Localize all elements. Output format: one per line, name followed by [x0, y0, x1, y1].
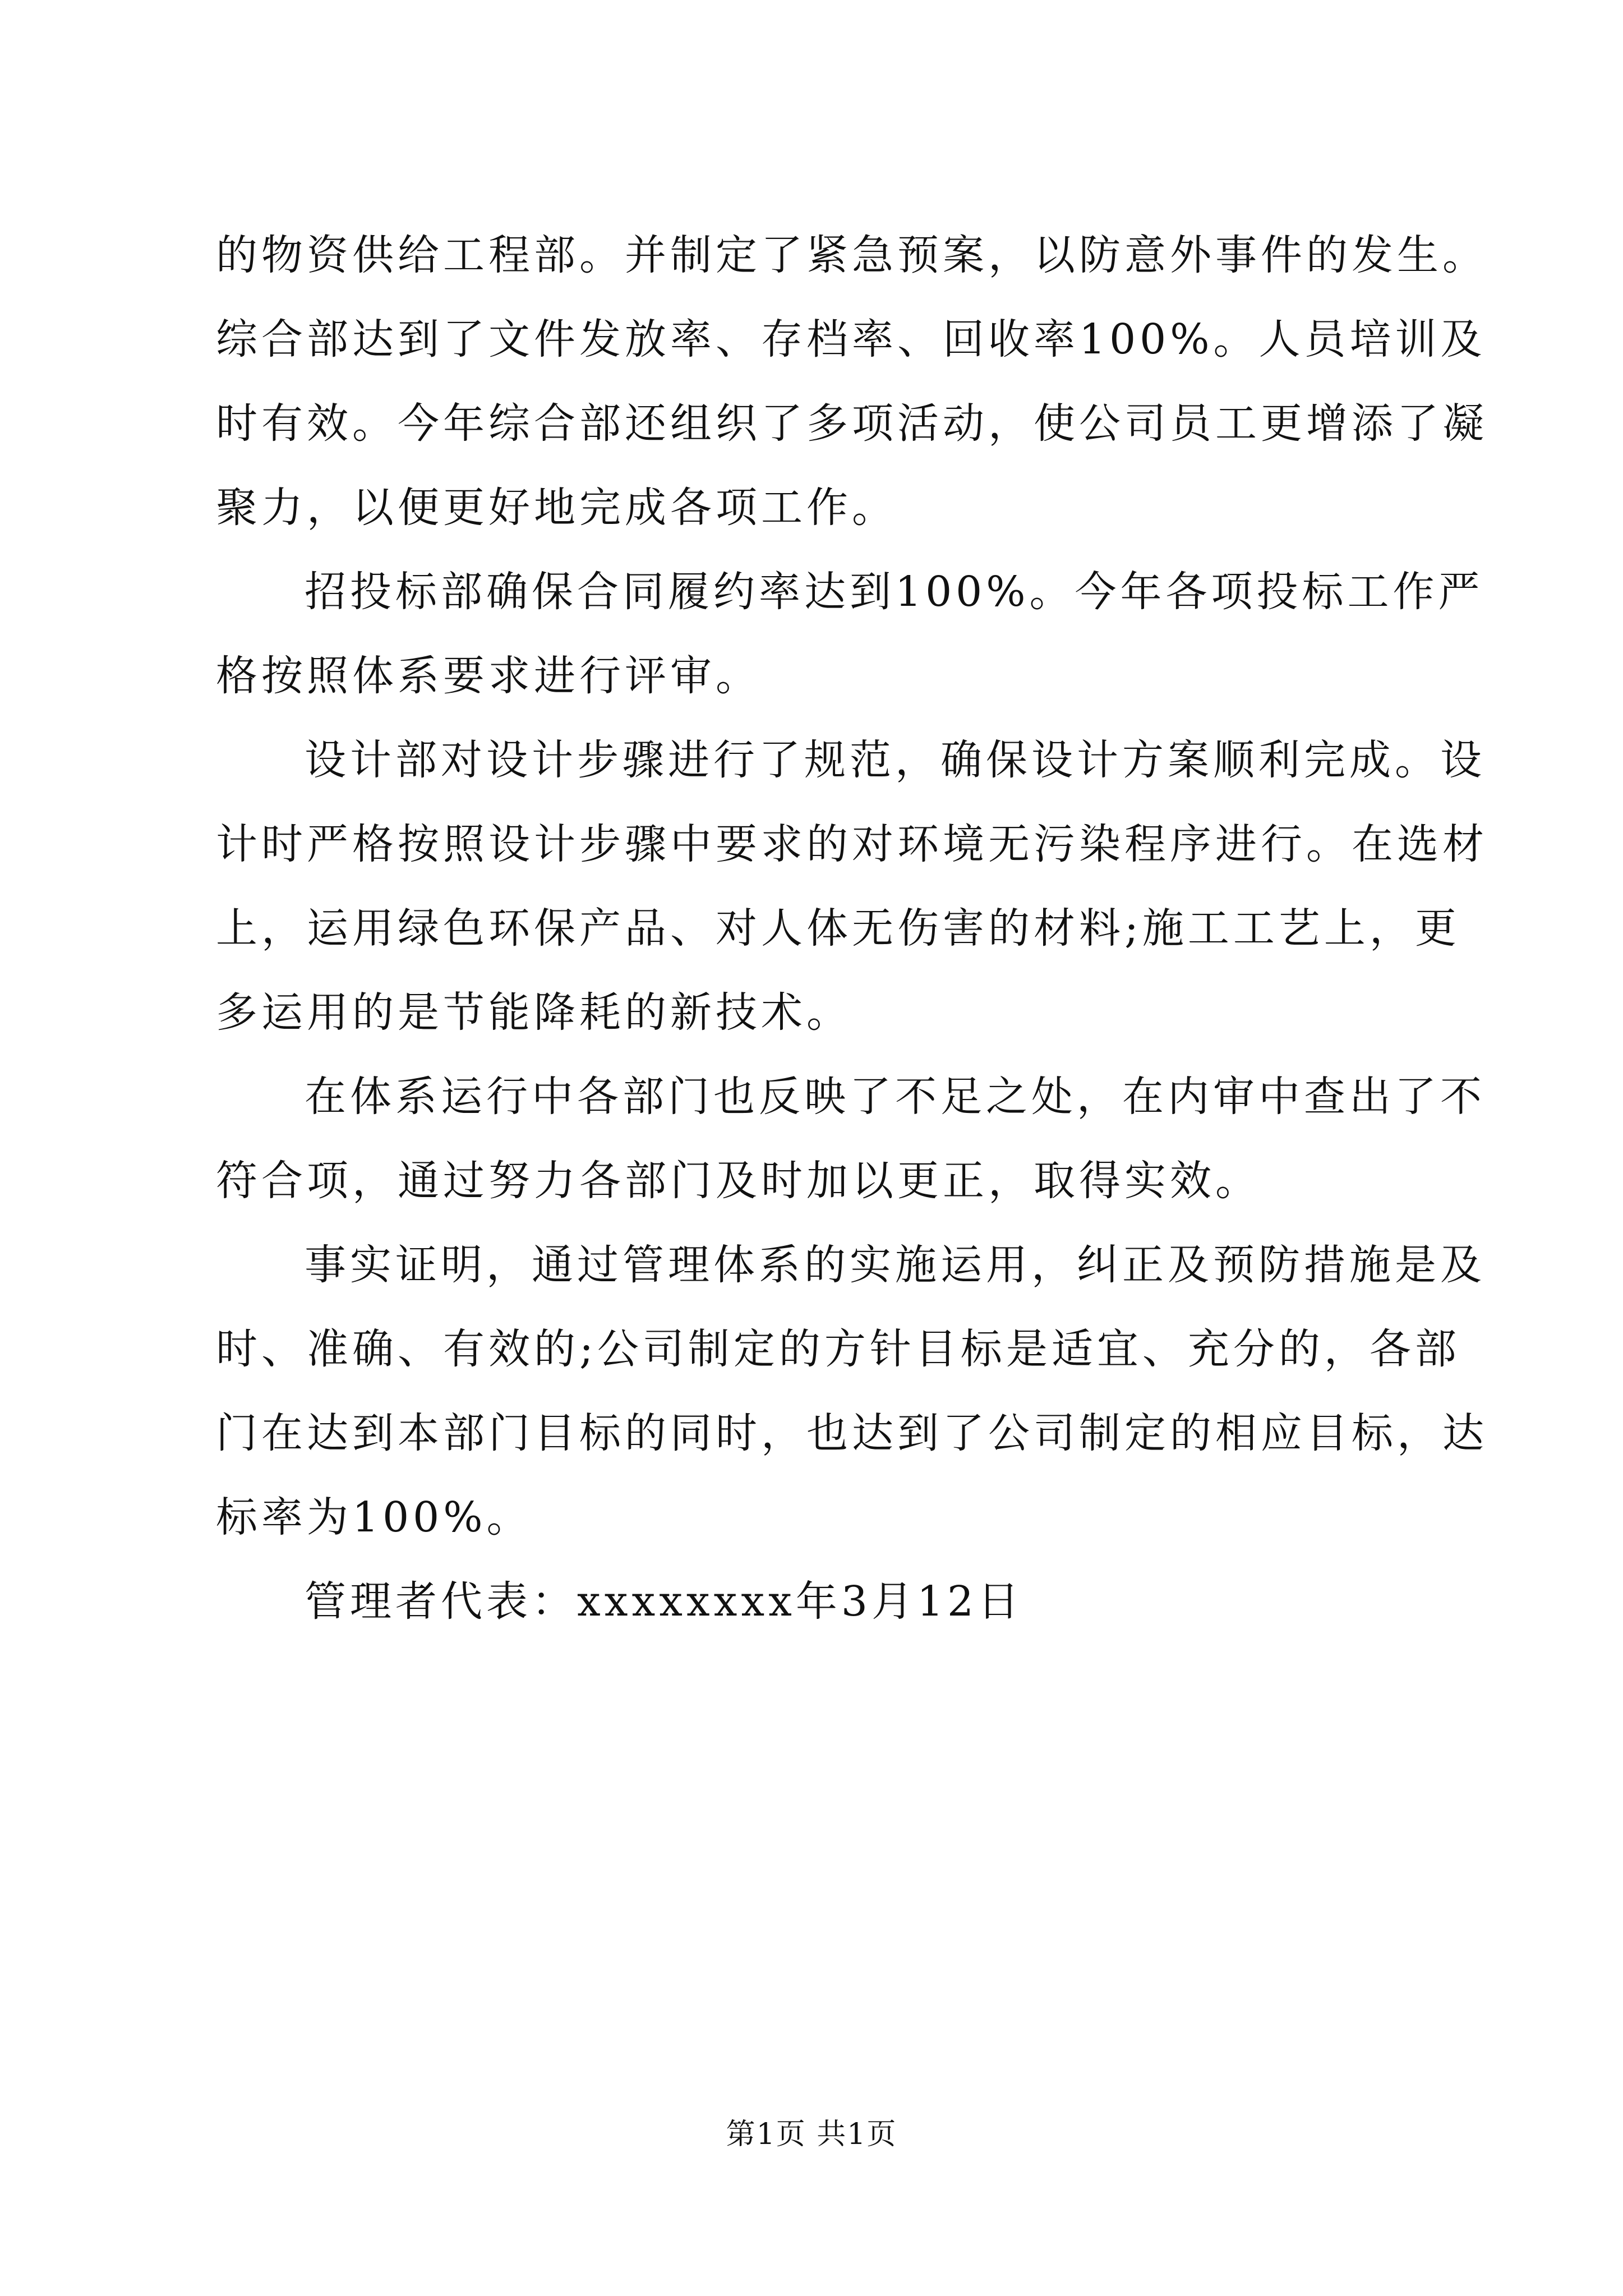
document-body [216, 213, 1488, 1644]
paragraph-start-line: 设计部对设计步骤进行了规范，确保设计方案顺利完成。设 [305, 736, 1486, 784]
text-line: 的物资供给工程部。并制定了紧急预案，以防意外事件的发生。 [216, 231, 1488, 279]
signature-line: 管理者代表：xxxxxxxx年3月12日 [305, 1577, 1023, 1626]
paragraph-start-line: 事实证明，通过管理体系的实施运用，纠正及预防措施是及 [305, 1241, 1486, 1289]
page-number-footer: 第1页 共1页 [726, 2118, 897, 2151]
text-line: 多运用的是节能降耗的新技术。 [216, 988, 852, 1037]
text-line: 综合部达到了文件发放率、存档率、回收率100%。人员培训及 [216, 315, 1486, 364]
text-line: 格按照体系要求进行评审。 [216, 652, 761, 700]
text-line: 时有效。今年综合部还组织了多项活动，使公司员工更增添了凝 [216, 399, 1488, 448]
paragraph-start-line: 招投标部确保合同履约率达到100%。今年各项投标工作严 [305, 568, 1484, 616]
text-line: 门在达到本部门目标的同时，也达到了公司制定的相应目标，达 [216, 1409, 1488, 1457]
text-line: 上，运用绿色环保产品、对人体无伤害的材料;施工工艺上，更 [216, 904, 1460, 953]
text-line: 标率为100%。 [216, 1493, 532, 1542]
paragraph-start-line: 在体系运行中各部门也反映了不足之处，在内审中查出了不 [305, 1073, 1486, 1121]
text-line: 符合项，通过努力各部门及时加以更正，取得实效。 [216, 1157, 1261, 1205]
text-line: 时、准确、有效的;公司制定的方针目标是适宜、充分的，各部 [216, 1325, 1460, 1373]
text-line: 计时严格按照设计步骤中要求的对环境无污染程序进行。在选材 [216, 820, 1488, 868]
text-line: 聚力，以便更好地完成各项工作。 [216, 484, 897, 532]
